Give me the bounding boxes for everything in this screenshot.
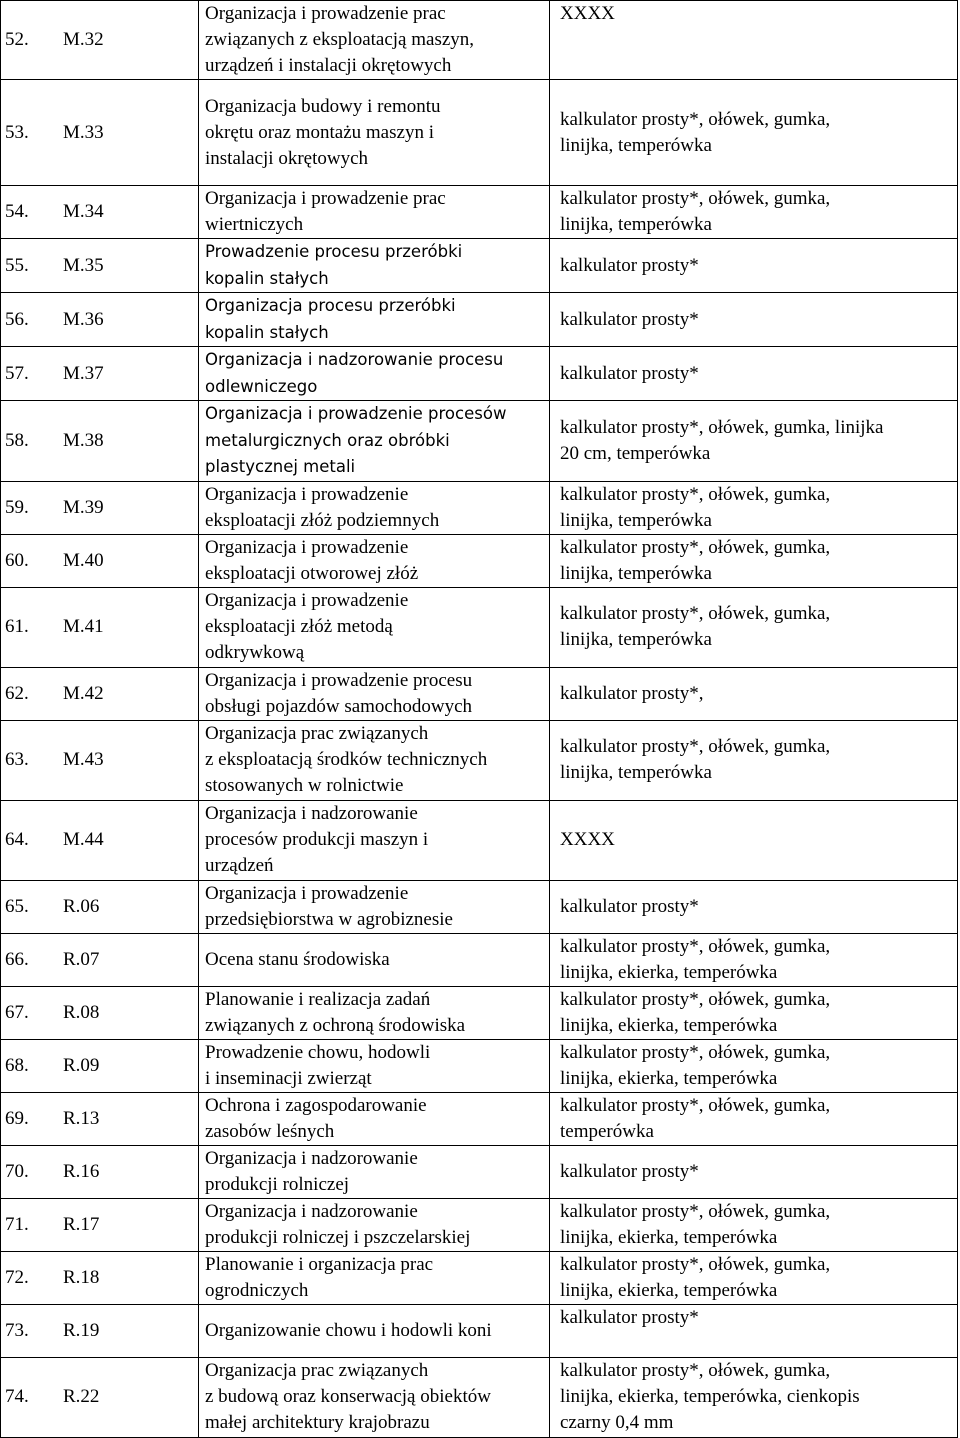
allowed-tools-line: linijka, temperówka xyxy=(560,629,712,650)
allowed-tools-cell xyxy=(550,933,958,986)
allowed-tools-line: linijka, ekierka, temperówka xyxy=(560,1279,778,1301)
qualification-code: M.38 xyxy=(63,429,104,451)
row-index: 64. xyxy=(5,829,29,850)
row-index: 60. xyxy=(5,549,29,571)
row-number-cell xyxy=(1,1092,199,1145)
qualification-code: R.17 xyxy=(63,1213,100,1235)
qualification-name-line: procesów produkcji maszyn i xyxy=(205,829,429,850)
qualification-code: R.09 xyxy=(63,1054,100,1076)
table-row xyxy=(1,239,958,293)
row-number-cell xyxy=(1,933,199,986)
allowed-tools-cell xyxy=(550,401,958,482)
qualification-name-line: związanych z eksploatacją maszyn, xyxy=(205,29,475,50)
allowed-tools-cell xyxy=(550,80,958,186)
qualification-name-line: Organizowanie chowu i hodowli koni xyxy=(205,1319,492,1341)
allowed-tools-line: kalkulator prosty* xyxy=(560,254,699,276)
table-row xyxy=(1,481,958,534)
row-index: 70. xyxy=(5,1160,29,1182)
row-number-cell xyxy=(1,1198,199,1251)
row-number-cell xyxy=(1,481,199,534)
qualification-name-line: przedsiębiorstwa w agrobiznesie xyxy=(205,908,453,930)
allowed-tools-cell xyxy=(550,1304,958,1357)
qualification-name-cell xyxy=(199,1198,550,1251)
table-row xyxy=(1,1145,958,1198)
table-row xyxy=(1,720,958,800)
table-row xyxy=(1,1,958,80)
row-index: 62. xyxy=(5,682,29,704)
qualification-name-line: Organizacja i nadzorowanie procesu xyxy=(205,350,504,369)
qualification-code: R.18 xyxy=(63,1266,100,1288)
table-row xyxy=(1,1251,958,1304)
qualification-name-cell xyxy=(199,800,550,880)
qualification-name-cell xyxy=(199,401,550,482)
qualification-name-cell xyxy=(199,986,550,1039)
table-row xyxy=(1,347,958,401)
allowed-tools-line: czarny 0,4 mm xyxy=(560,1412,674,1433)
row-number-cell xyxy=(1,720,199,800)
allowed-tools-line: kalkulator prosty* xyxy=(560,308,699,330)
qualification-code: M.43 xyxy=(63,749,104,770)
allowed-tools-cell xyxy=(550,1,958,80)
table-row xyxy=(1,800,958,880)
row-number-cell xyxy=(1,1357,199,1437)
allowed-tools-line: kalkulator prosty*, ołówek, gumka, xyxy=(560,188,831,209)
qualification-code: R.07 xyxy=(63,948,100,970)
qualification-name-line: Organizacja prac związanych xyxy=(205,1360,429,1381)
row-number-cell xyxy=(1,186,199,239)
qualification-name-line: okrętu oraz montażu maszyn i xyxy=(205,121,434,143)
qualification-code: M.37 xyxy=(63,362,104,384)
row-index: 67. xyxy=(5,1001,29,1023)
qualification-name-line: metalurgicznych oraz obróbki xyxy=(205,430,450,450)
allowed-tools-line: 20 cm, temperówka xyxy=(560,442,711,464)
qualification-name-line: Organizacja i nadzorowanie xyxy=(205,1147,418,1169)
row-index: 65. xyxy=(5,895,29,917)
row-index: 59. xyxy=(5,496,29,518)
allowed-tools-cell xyxy=(550,1251,958,1304)
row-index: 74. xyxy=(5,1386,29,1407)
allowed-tools-line: kalkulator prosty*, ołówek, gumka, xyxy=(560,603,831,624)
allowed-tools-line: kalkulator prosty*, ołówek, gumka, xyxy=(560,1253,831,1275)
qualification-name-line: małej architektury krajobrazu xyxy=(205,1412,430,1433)
allowed-tools-cell xyxy=(550,720,958,800)
allowed-tools-cell xyxy=(550,667,958,720)
row-number-cell xyxy=(1,587,199,667)
qualification-name-line: kopalin stałych xyxy=(205,268,329,288)
qualification-name-line: Organizacja i prowadzenie prac xyxy=(205,188,446,209)
qualification-name-line: z eksploatacją środków technicznych xyxy=(205,749,488,770)
qualification-name-line: Organizacja i nadzorowanie xyxy=(205,1200,418,1222)
qualification-name-line: wiertniczych xyxy=(205,214,304,235)
row-number-cell xyxy=(1,1,199,80)
row-index: 52. xyxy=(5,29,29,50)
table-row xyxy=(1,80,958,186)
row-index: 68. xyxy=(5,1054,29,1076)
row-index: 61. xyxy=(5,616,29,637)
qualification-name-line: Prowadzenie chowu, hodowli xyxy=(205,1041,431,1063)
qualification-name-cell xyxy=(199,239,550,293)
row-number-cell xyxy=(1,986,199,1039)
qualification-code: R.13 xyxy=(63,1107,100,1129)
row-number-cell xyxy=(1,534,199,587)
allowed-tools-line: kalkulator prosty*, ołówek, gumka, linijka xyxy=(560,416,884,438)
allowed-tools-line: kalkulator prosty* xyxy=(560,895,699,917)
allowed-tools-cell xyxy=(550,1145,958,1198)
table-row xyxy=(1,1357,958,1437)
qualification-code: M.40 xyxy=(63,549,104,571)
allowed-tools-line: linijka, ekierka, temperówka xyxy=(560,961,778,983)
allowed-tools-line: kalkulator prosty*, ołówek, gumka, xyxy=(560,1094,831,1116)
qualification-name-cell xyxy=(199,667,550,720)
qualification-name-cell xyxy=(199,481,550,534)
qualification-name-line: Planowanie i realizacja zadań xyxy=(205,988,431,1010)
qualification-name-line: Organizacja procesu przeróbki xyxy=(205,296,456,315)
row-index: 71. xyxy=(5,1213,29,1235)
table-row xyxy=(1,534,958,587)
row-number-cell xyxy=(1,401,199,482)
allowed-tools-line: XXXX xyxy=(560,829,615,850)
row-index: 72. xyxy=(5,1266,29,1288)
qualification-name-line: odkrywkową xyxy=(205,642,305,663)
qualification-name-line: ogrodniczych xyxy=(205,1279,309,1301)
table-row xyxy=(1,986,958,1039)
qualification-name-line: Organizacja prac związanych xyxy=(205,723,429,744)
qualification-code: M.34 xyxy=(63,201,104,222)
allowed-tools-line: linijka, ekierka, temperówka xyxy=(560,1067,778,1089)
allowed-tools-cell xyxy=(550,186,958,239)
qualification-name-line: Organizacja i prowadzenie xyxy=(205,536,409,558)
qualification-code: R.08 xyxy=(63,1001,100,1023)
qualification-name-line: związanych z ochroną środowiska xyxy=(205,1014,466,1036)
table-row xyxy=(1,293,958,347)
qualification-name-line: eksploatacji złóż podziemnych xyxy=(205,509,440,531)
row-index: 54. xyxy=(5,201,29,222)
table-row xyxy=(1,587,958,667)
table-row xyxy=(1,1304,958,1357)
allowed-tools-line: linijka, ekierka, temperówka xyxy=(560,1226,778,1248)
qualification-name-cell xyxy=(199,534,550,587)
qualification-code: R.06 xyxy=(63,895,100,917)
qualification-name-cell xyxy=(199,186,550,239)
qualification-name-line: kopalin stałych xyxy=(205,322,329,342)
allowed-tools-cell xyxy=(550,534,958,587)
row-number-cell xyxy=(1,667,199,720)
row-number-cell xyxy=(1,880,199,933)
qualification-code: M.36 xyxy=(63,308,104,330)
row-index: 53. xyxy=(5,121,29,143)
qualification-name-line: instalacji okrętowych xyxy=(205,147,369,169)
row-index: 56. xyxy=(5,308,29,330)
qualification-code: M.41 xyxy=(63,616,104,637)
allowed-tools-cell xyxy=(550,347,958,401)
qualification-name-line: Ochrona i zagospodarowanie xyxy=(205,1094,427,1116)
qualification-name-line: zasobów leśnych xyxy=(205,1120,335,1142)
allowed-tools-line: kalkulator prosty* xyxy=(560,1306,699,1328)
table-row xyxy=(1,1039,958,1092)
row-number-cell xyxy=(1,239,199,293)
table-row xyxy=(1,1092,958,1145)
qualification-name-line: eksploatacji złóż metodą xyxy=(205,616,393,637)
qualification-name-line: i inseminacji zwierząt xyxy=(205,1067,372,1089)
allowed-tools-line: kalkulator prosty* xyxy=(560,1160,699,1182)
allowed-tools-cell xyxy=(550,986,958,1039)
table-row xyxy=(1,186,958,239)
row-number-cell xyxy=(1,80,199,186)
qualification-name-cell xyxy=(199,587,550,667)
qualification-name-line: Organizacja i prowadzenie xyxy=(205,483,409,505)
qualification-name-line: produkcji rolniczej i pszczelarskiej xyxy=(205,1226,471,1248)
qualification-name-line: urządzeń i instalacji okrętowych xyxy=(205,55,452,76)
qualification-name-line: Ocena stanu środowiska xyxy=(205,948,390,970)
qualification-name-cell xyxy=(199,1251,550,1304)
allowed-tools-line: kalkulator prosty* xyxy=(560,362,699,384)
qualification-name-cell xyxy=(199,933,550,986)
qualification-name-cell xyxy=(199,1304,550,1357)
qualification-code: M.42 xyxy=(63,682,104,704)
allowed-tools-cell xyxy=(550,481,958,534)
row-number-cell xyxy=(1,800,199,880)
row-number-cell xyxy=(1,1304,199,1357)
qualification-name-line: odlewniczego xyxy=(205,376,318,396)
table-row xyxy=(1,1198,958,1251)
allowed-tools-cell xyxy=(550,239,958,293)
table-row xyxy=(1,933,958,986)
allowed-tools-cell xyxy=(550,800,958,880)
qualification-name-cell xyxy=(199,880,550,933)
allowed-tools-cell xyxy=(550,1039,958,1092)
allowed-tools-cell xyxy=(550,1198,958,1251)
row-index: 58. xyxy=(5,429,29,451)
allowed-tools-line: linijka, ekierka, temperówka, cienkopis xyxy=(560,1386,860,1407)
row-index: 57. xyxy=(5,362,29,384)
qualification-code: M.35 xyxy=(63,254,104,276)
row-number-cell xyxy=(1,1145,199,1198)
row-index: 69. xyxy=(5,1107,29,1129)
allowed-tools-line: kalkulator prosty*, ołówek, gumka, xyxy=(560,536,831,558)
qualification-name-cell xyxy=(199,1,550,80)
row-index: 73. xyxy=(5,1319,29,1341)
allowed-tools-line: kalkulator prosty*, ołówek, gumka, xyxy=(560,483,831,505)
qualification-name-cell xyxy=(199,347,550,401)
allowed-tools-line: kalkulator prosty*, ołówek, gumka, xyxy=(560,1200,831,1222)
row-index: 66. xyxy=(5,948,29,970)
allowed-tools-cell xyxy=(550,880,958,933)
row-number-cell xyxy=(1,1251,199,1304)
qualification-name-cell xyxy=(199,1357,550,1437)
qualification-name-cell xyxy=(199,293,550,347)
qualification-name-line: urządzeń xyxy=(205,855,274,876)
allowed-tools-line: linijka, temperówka xyxy=(560,134,712,156)
allowed-tools-line: kalkulator prosty*, ołówek, gumka, xyxy=(560,108,831,130)
allowed-tools-line: kalkulator prosty*, ołówek, gumka, xyxy=(560,935,831,957)
table-row xyxy=(1,667,958,720)
allowed-tools-line: linijka, temperówka xyxy=(560,562,712,584)
allowed-tools-cell xyxy=(550,293,958,347)
allowed-tools-cell xyxy=(550,1092,958,1145)
qualification-name-cell xyxy=(199,720,550,800)
allowed-tools-line: linijka, ekierka, temperówka xyxy=(560,1014,778,1036)
allowed-tools-line: XXXX xyxy=(560,3,615,24)
qualification-name-line: Organizacja i prowadzenie xyxy=(205,590,409,611)
qualification-code: M.44 xyxy=(63,829,104,850)
allowed-tools-line: kalkulator prosty*, xyxy=(560,682,704,704)
qualification-name-line: stosowanych w rolnictwie xyxy=(205,775,404,796)
qualification-name-cell xyxy=(199,1039,550,1092)
table-row xyxy=(1,401,958,482)
table-row xyxy=(1,880,958,933)
qualification-name-line: Organizacja i nadzorowanie xyxy=(205,803,418,824)
qualification-code: M.33 xyxy=(63,121,104,143)
qualification-name-cell xyxy=(199,1145,550,1198)
allowed-tools-line: kalkulator prosty*, ołówek, gumka, xyxy=(560,1360,831,1381)
allowed-tools-line: kalkulator prosty*, ołówek, gumka, xyxy=(560,1041,831,1063)
row-number-cell xyxy=(1,293,199,347)
qualification-name-line: produkcji rolniczej xyxy=(205,1173,350,1195)
row-index: 55. xyxy=(5,254,29,276)
qualification-name-line: z budową oraz konserwacją obiektów xyxy=(205,1386,491,1407)
qualification-name-line: eksploatacji otworowej złóż xyxy=(205,562,419,584)
allowed-tools-line: kalkulator prosty*, ołówek, gumka, xyxy=(560,736,831,757)
qualification-name-line: Organizacja budowy i remontu xyxy=(205,95,441,117)
qualification-code: M.32 xyxy=(63,29,104,50)
qualification-name-cell xyxy=(199,80,550,186)
allowed-tools-line: kalkulator prosty*, ołówek, gumka, xyxy=(560,988,831,1010)
qualification-code: R.19 xyxy=(63,1319,100,1341)
allowed-tools-line: linijka, temperówka xyxy=(560,214,712,235)
qualification-name-cell xyxy=(199,1092,550,1145)
row-index: 63. xyxy=(5,749,29,770)
qualification-name-line: Organizacja i prowadzenie prac xyxy=(205,3,446,24)
qualification-name-line: obsługi pojazdów samochodowych xyxy=(205,695,473,717)
allowed-tools-line: linijka, temperówka xyxy=(560,762,712,783)
qualification-code: R.16 xyxy=(63,1160,100,1182)
allowed-tools-line: temperówka xyxy=(560,1120,654,1142)
allowed-tools-cell xyxy=(550,1357,958,1437)
qualification-code: R.22 xyxy=(63,1386,100,1407)
table-body xyxy=(1,1,958,1438)
qualification-name-line: Organizacja i prowadzenie procesów xyxy=(205,404,507,423)
row-number-cell xyxy=(1,1039,199,1092)
qualification-name-line: Planowanie i organizacja prac xyxy=(205,1253,434,1275)
row-number-cell xyxy=(1,347,199,401)
allowed-tools-line: linijka, temperówka xyxy=(560,509,712,531)
qualification-name-line: Organizacja i prowadzenie xyxy=(205,882,409,904)
allowed-tools-cell xyxy=(550,587,958,667)
qualification-name-line: Prowadzenie procesu przeróbki xyxy=(205,242,463,261)
qualification-name-line: Organizacja i prowadzenie procesu xyxy=(205,669,473,691)
qualification-name-line: plastycznej metali xyxy=(205,457,356,476)
qualification-code: M.39 xyxy=(63,496,104,518)
